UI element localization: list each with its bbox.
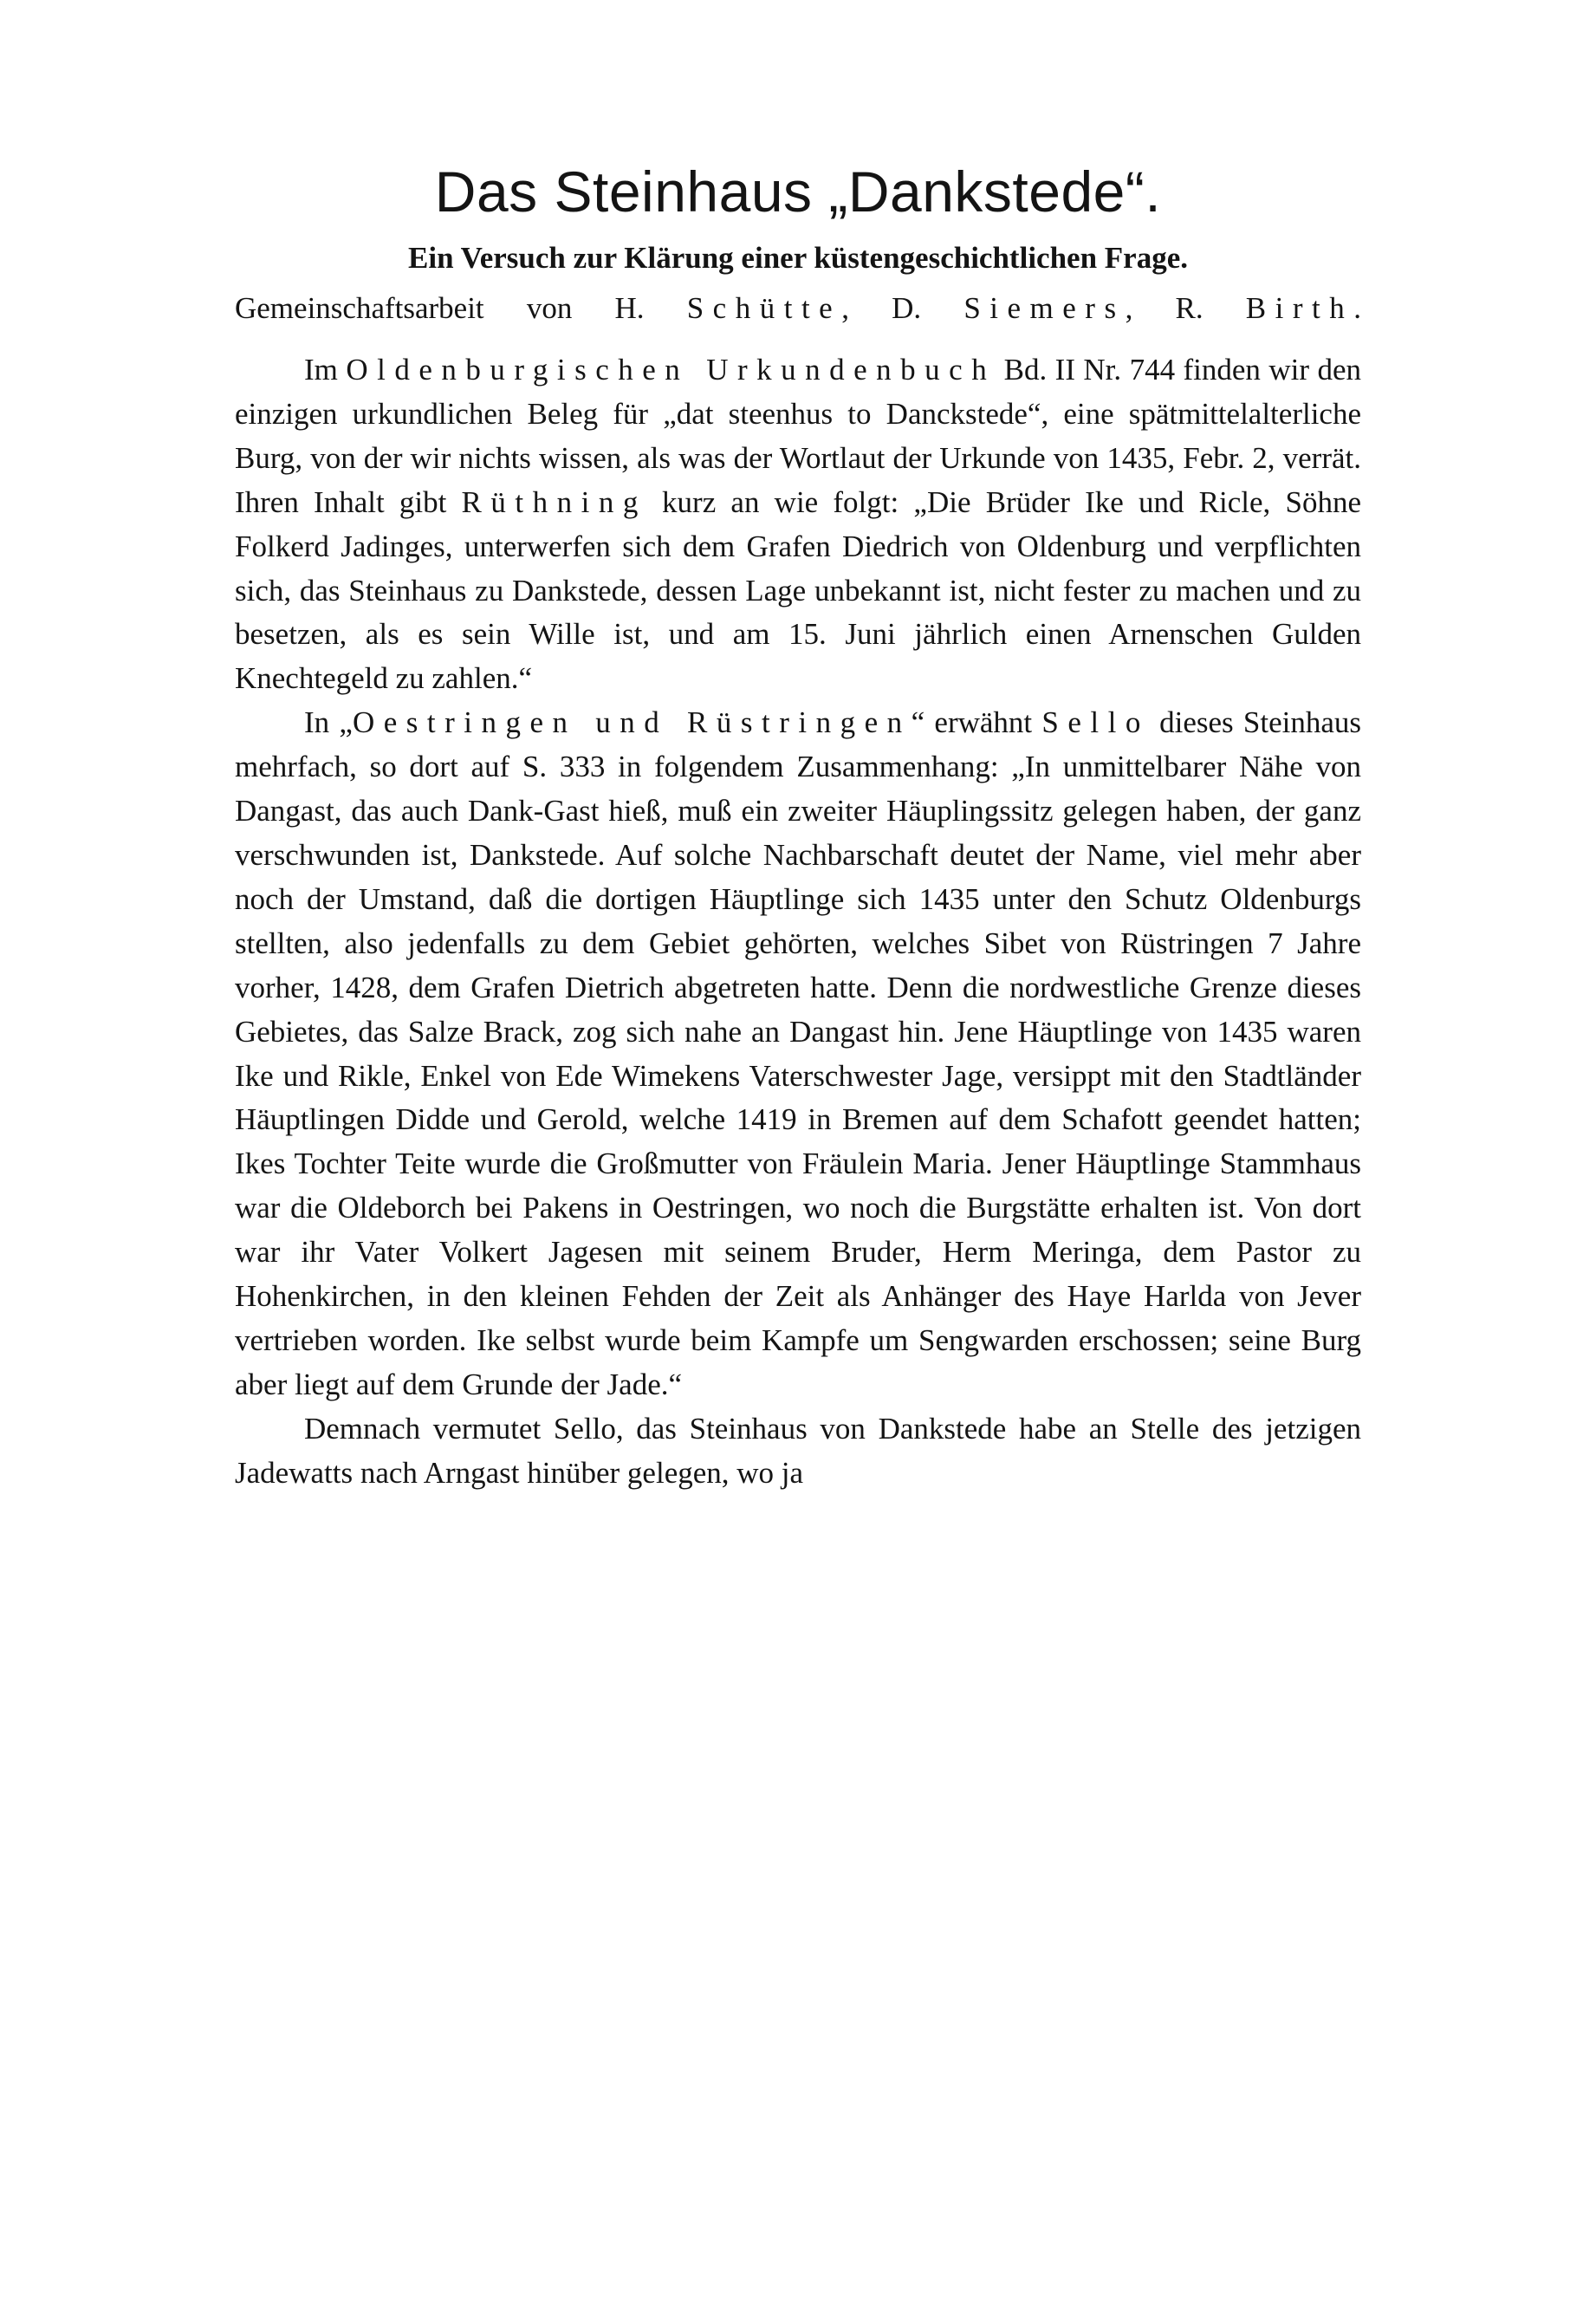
authors-end: . [1353,291,1361,325]
authors-prefix: Gemeinschaftsarbeit von H. [235,291,687,325]
body-text [235,348,1361,1496]
paragraph-text: In „ [304,705,353,740]
author-schuette: Schütte [686,291,842,325]
paragraph-text: Bd. II Nr. 744 finden wir den einzigen urkundlichen Beleg für „dat steenhus to Danckstede“, eine spätmittelalterliche Burg, von der wir nichts wissen, als was der Wortlaut der Urkunde von 1435, Febr. 2, verrät. Ihren Inhalt gibt [235,353,1361,519]
paragraph-text: “ erwähnt [911,705,1042,740]
authors-separator: , D. [841,291,964,325]
source-title: Oestringen und Rüstringen [352,705,912,740]
paragraph-2 [235,701,1361,1407]
paragraph-1 [235,348,1361,701]
paragraph-3: Demnach vermutet Sello, das Steinhaus von Dankstede habe an Stelle des jetzigen Jadewatts nach Arngast hinüber gelegen, wo ja [235,1411,1361,1490]
document-page [235,159,1361,1496]
authors-separator: , R. [1125,291,1246,325]
authors-line [235,286,1361,331]
source-title: Oldenburgischen Urkundenbuch [346,353,996,387]
author-name: Rüthning [461,484,647,519]
paragraph-text: Im [304,353,347,387]
author-name: Sello [1041,705,1150,740]
author-birth: Birth [1245,291,1354,325]
subtitle: Ein Versuch zur Klärung einer küstengeschichtlichen Frage. [408,241,1188,275]
paragraph-text: dieses Steinhaus mehrfach, so dort auf S. 333 in folgendem Zusammenhang: „In unmittelbarer Nähe von Dangast, das auch Dank-Gast hieß, muß ein zweiter Häuplingssitz gelegen haben, der ganz verschwunden ist, Dankstede. Auf solche Nachbarschaft deutet der Name, viel mehr aber noch der Umstand, daß die dortigen Häuptlinge sich 1435 unter den Schutz Oldenburgs stellten, also jedenfalls zu dem Gebiet gehörten, welches Sibet von Rüstringen 7 Jahre vorher, 1428, dem Grafen Dietrich abgetreten hatte. Denn die nordwestliche Grenze dieses Gebietes, das Salze Brack, zog sich nahe an Dangast hin. Jene Häuptlinge von 1435 waren Ike und Rikle, Enkel von Ede Wimekens Vaterschwester Jage, versippt mit den Stadtländer Häuptlingen Didde und Gerold, welche 1419 in Bremen auf dem Schafott geendet hatten; Ikes Tochter Teite wurde die Großmutter von Fräulein Maria. Jener Häuptlinge Stammhaus war die Oldeborch bei Pakens in Oestringen, wo noch die Burgstätte erhalten ist. Von dort war ihr Vater Volkert Jagesen mit seinem Bruder, Herm Meringa, dem Pastor zu Hohenkirchen, in den kleinen Fehden der Zeit als Anhänger des Haye Harlda von Jever vertrieben worden. Ike selbst wurde beim Kampfe um Sengwarden erschossen; seine Burg aber liegt auf dem Grunde der Jade.“ [235,705,1361,1401]
paragraph-text: kurz an wie folgt: „Die Brüder Ike und Ricle, Söhne Folkerd Jadinges, unterwerfen sich dem Grafen Diedrich von Oldenburg und verpflichten sich, das Steinhaus zu Dankstede, dessen Lage unbekannt ist, nicht fester zu machen und zu besetzen, als es sein Wille ist, und am 15. Juni jährlich einen Arnenschen Gulden Knechtegeld zu zahlen.“ [235,484,1361,696]
page-title: Das Steinhaus „Dankstede“. [434,159,1162,224]
author-siemers: Siemers [963,291,1126,325]
